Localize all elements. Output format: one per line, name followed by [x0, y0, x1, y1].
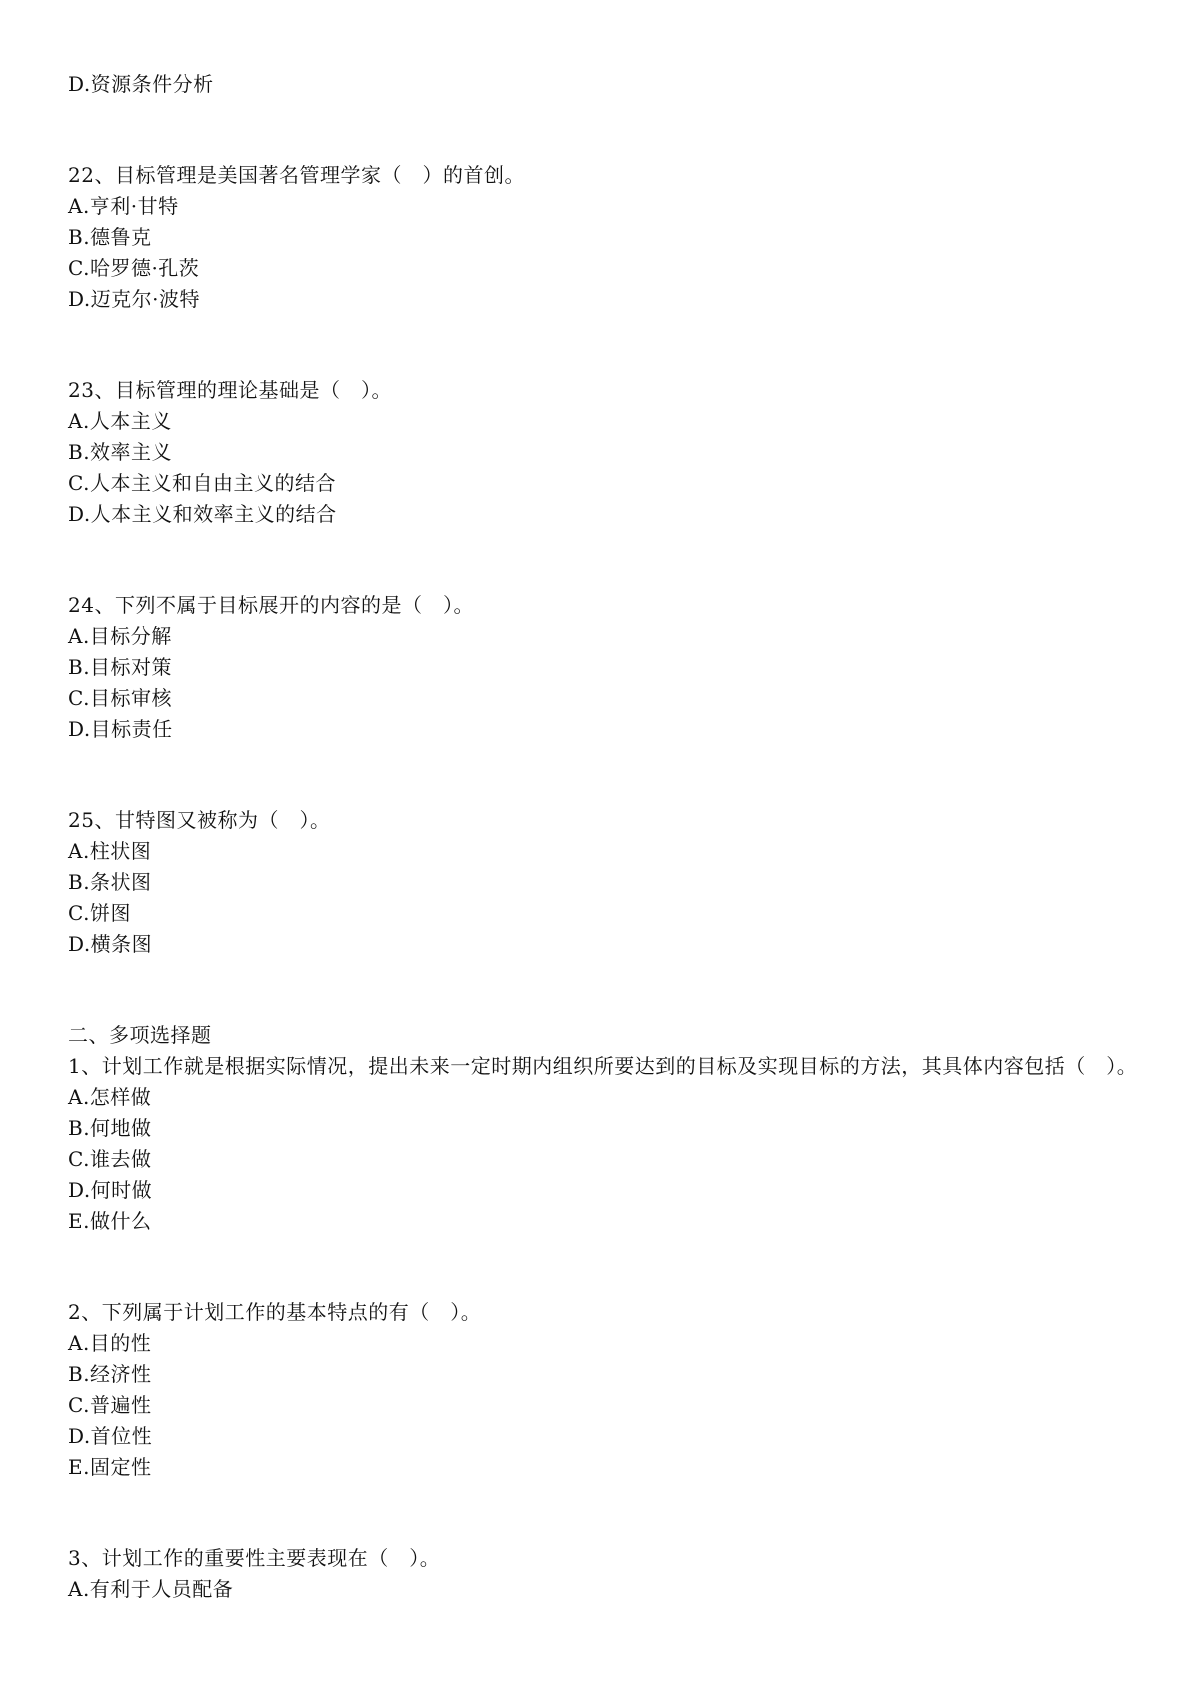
option-m1-a: A.怎样做: [68, 1085, 152, 1109]
question-m2: 2、下列属于计划工作的基本特点的有（ ）。: [68, 1300, 482, 1324]
option-m3-a: A.有利于人员配备: [68, 1577, 234, 1601]
option-m2-e: E.固定性: [68, 1455, 152, 1479]
option-m1-b: B.何地做: [68, 1116, 152, 1140]
option-21-d: D.资源条件分析: [68, 72, 214, 96]
question-25: 25、甘特图又被称为（ ）。: [68, 808, 331, 832]
question-23: 23、目标管理的理论基础是（ ）。: [68, 378, 392, 402]
option-m2-a: A.目的性: [68, 1331, 152, 1355]
option-m1-e: E.做什么: [68, 1209, 152, 1233]
option-25-a: A.柱状图: [68, 839, 152, 863]
question-m3: 3、计划工作的重要性主要表现在（ ）。: [68, 1546, 441, 1570]
question-24: 24、下列不属于目标展开的内容的是（ ）。: [68, 593, 474, 617]
option-m2-d: D.首位性: [68, 1424, 153, 1448]
question-m1: 1、计划工作就是根据实际情况，提出未来一定时期内组织所要达到的目标及实现目标的方法，其具体内容包括（ ）。: [68, 1054, 1138, 1078]
option-23-d: D.人本主义和效率主义的结合: [68, 502, 337, 526]
option-24-a: A.目标分解: [68, 624, 172, 648]
option-22-d: D.迈克尔·波特: [68, 287, 201, 311]
option-22-b: B.德鲁克: [68, 225, 152, 249]
question-22: 22、目标管理是美国著名管理学家（ ）的首创。: [68, 163, 525, 187]
option-m1-c: C.谁去做: [68, 1147, 152, 1171]
option-25-b: B.条状图: [68, 870, 152, 894]
section-heading-multiple-choice: 二、多项选择题: [68, 1023, 212, 1047]
option-25-c: C.饼图: [68, 901, 131, 925]
option-22-a: A.亨利·甘特: [68, 194, 179, 218]
option-24-b: B.目标对策: [68, 655, 173, 679]
option-25-d: D.横条图: [68, 932, 153, 956]
option-24-c: C.目标审核: [68, 686, 172, 710]
option-22-c: C.哈罗德·孔茨: [68, 256, 200, 280]
option-m1-d: D.何时做: [68, 1178, 153, 1202]
option-m2-b: B.经济性: [68, 1362, 152, 1386]
option-23-b: B.效率主义: [68, 440, 173, 464]
option-23-c: C.人本主义和自由主义的结合: [68, 471, 336, 495]
option-23-a: A.人本主义: [68, 409, 172, 433]
option-24-d: D.目标责任: [68, 717, 173, 741]
option-m2-c: C.普遍性: [68, 1393, 152, 1417]
